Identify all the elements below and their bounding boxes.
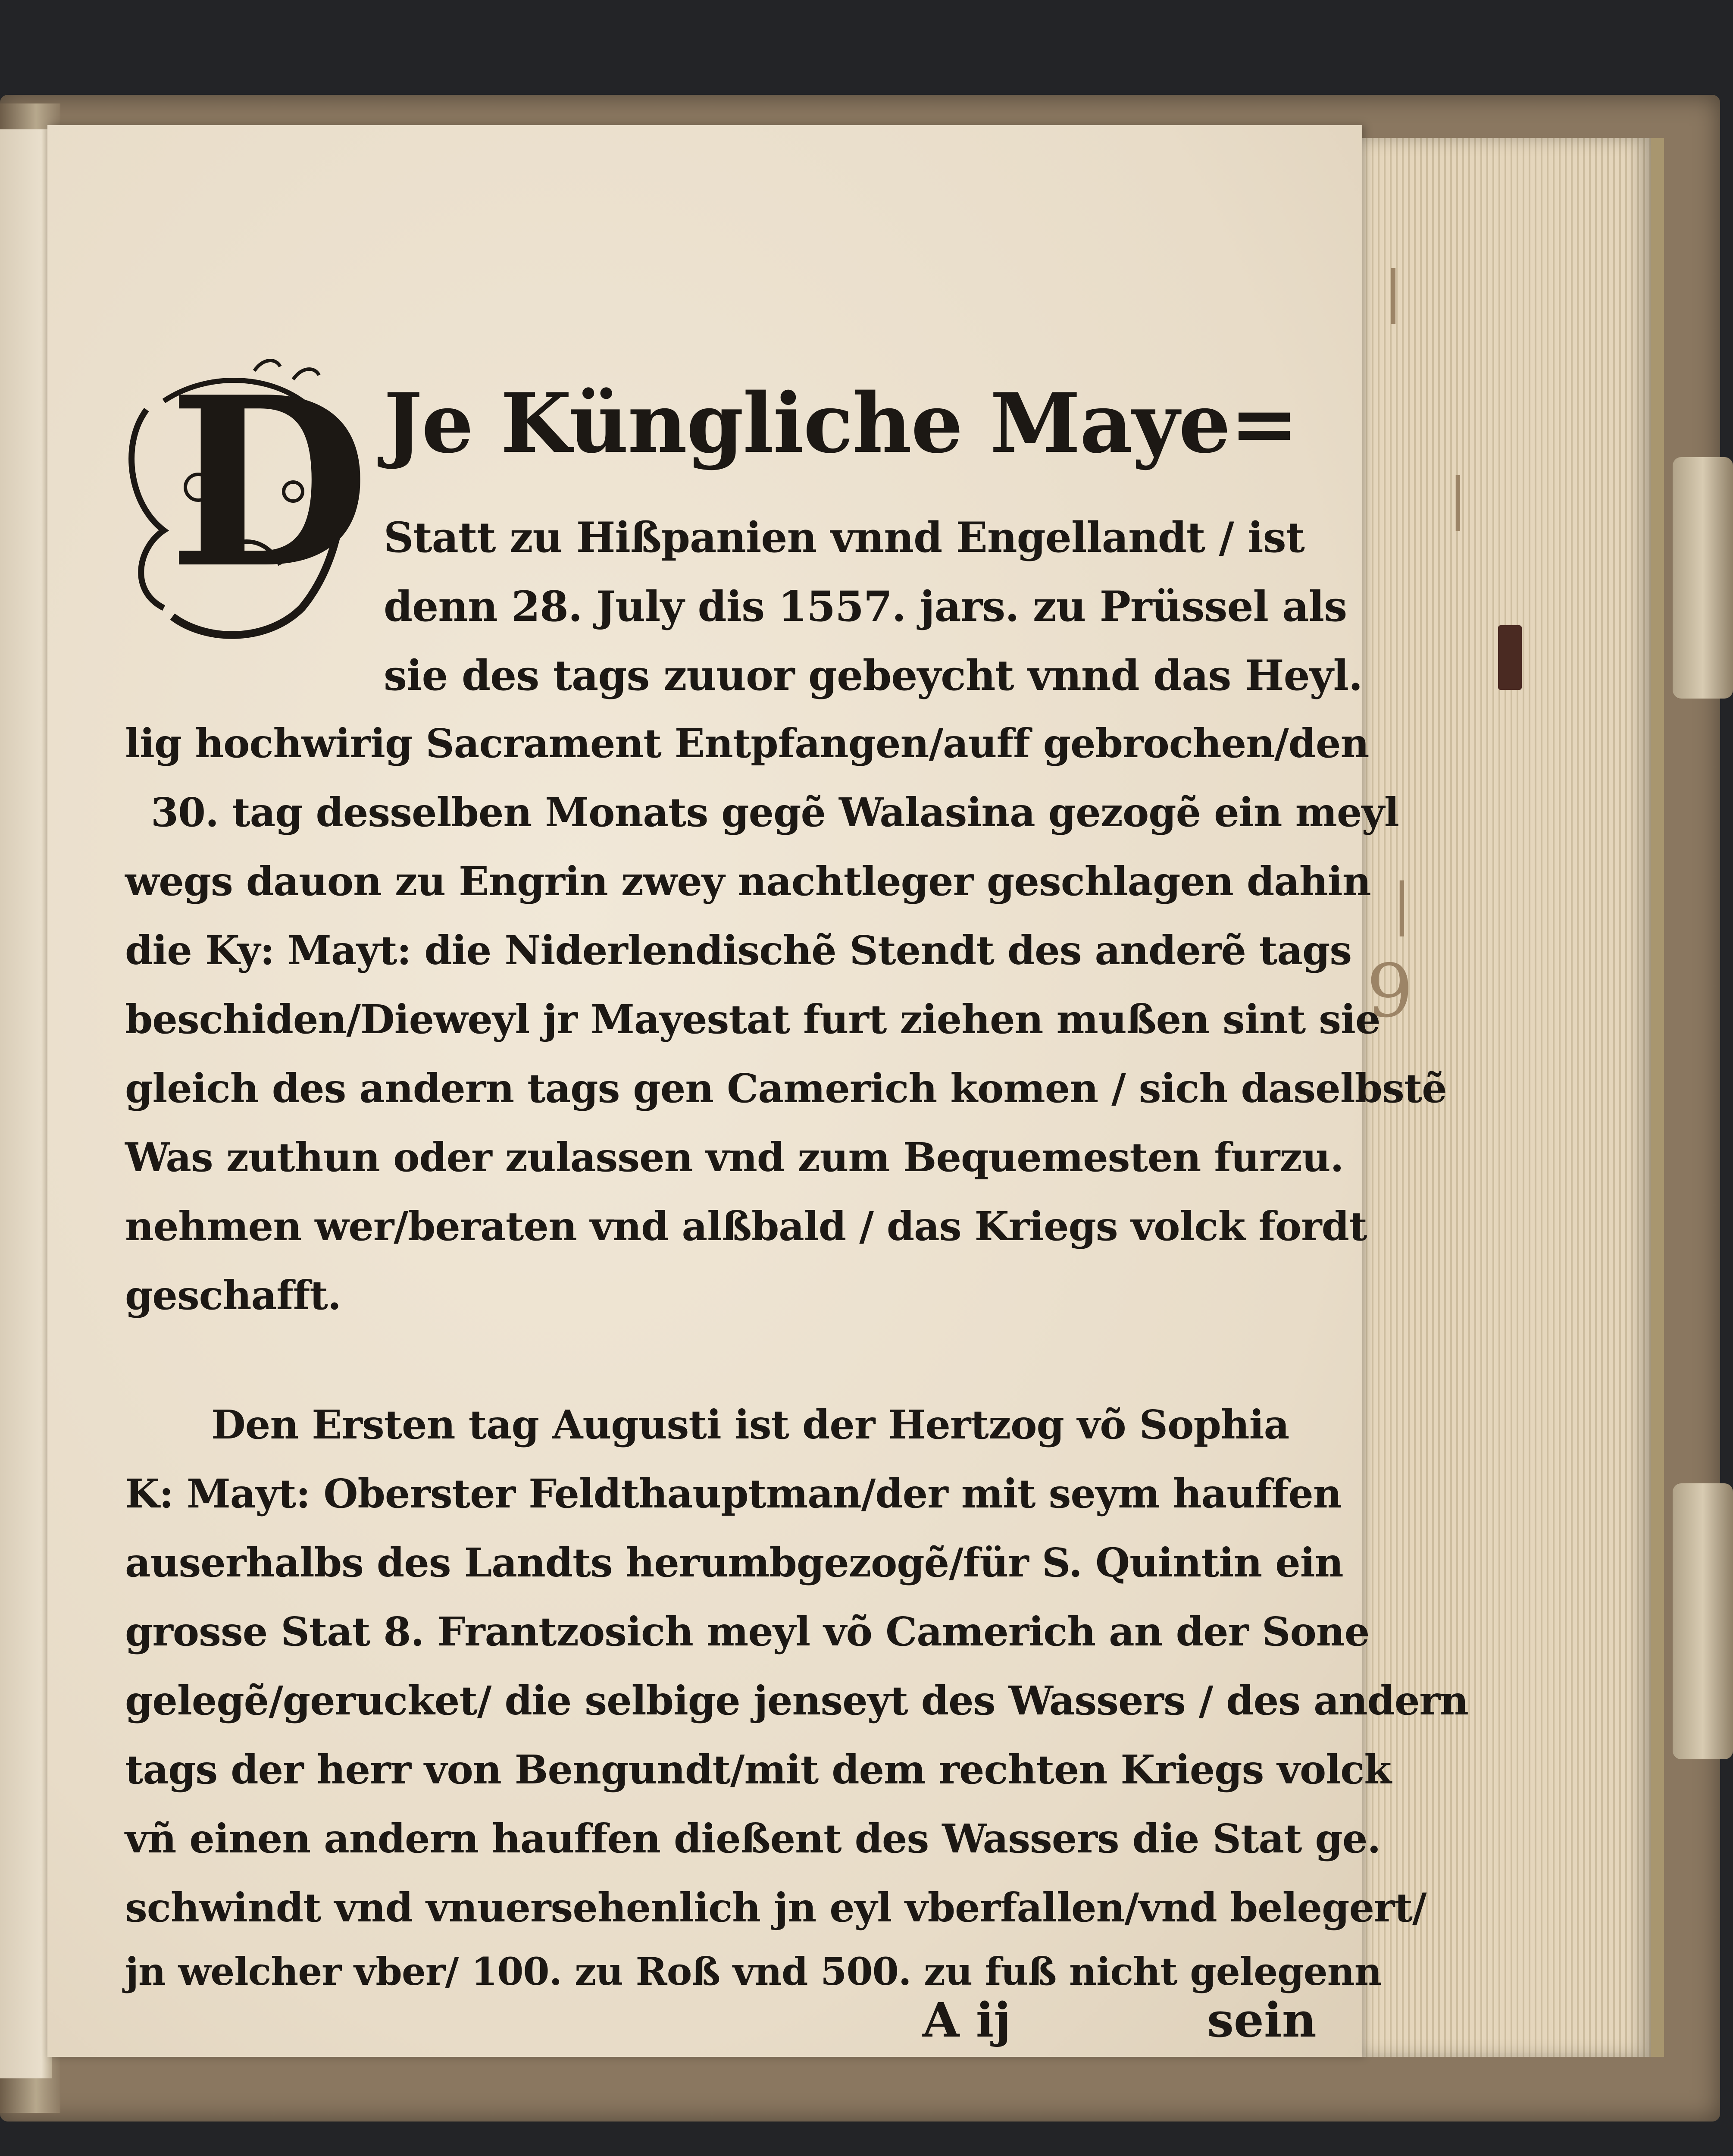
stack-mark: |	[1384, 259, 1403, 324]
text-line: gleich des andern tags gen Camerich komen / sich daselbstẽ	[125, 1065, 1447, 1112]
opening-title-line: Je Küngliche Maye=	[384, 375, 1298, 471]
text-line: K: Mayt: Oberster Feldthauptman/der mit seym hauffen	[125, 1470, 1342, 1517]
book-clasp-top	[1673, 457, 1733, 699]
text-line: schwindt vnd vnuersehenlich jn eyl vberfallen/vnd belegert/	[125, 1884, 1426, 1931]
text-line: lig hochwirig Sacrament Entpfangen/auff gebrochen/den	[125, 720, 1369, 767]
text-line: vñ einen andern hauffen dießent des Wassers die Stat ge.	[125, 1815, 1381, 1862]
text-line: auserhalbs des Landts herumbgezogẽ/für S. Quintin ein	[125, 1539, 1343, 1586]
text-line: gelegẽ/gerucket/ die selbige jenseyt des Wassers / des andern	[125, 1677, 1468, 1724]
text-line: grosse Stat 8. Frantzosich meyl võ Camerich an der Sone	[125, 1608, 1370, 1655]
text-line: wegs dauon zu Engrin zwey nachtleger geschlagen dahin	[125, 858, 1371, 905]
text-line: geschafft.	[125, 1272, 341, 1319]
signature-mark: A ij	[923, 1992, 1011, 2048]
book-clasp-bottom	[1673, 1483, 1733, 1759]
text-line: beschiden/Dieweyl jr Mayestat furt ziehen mußen sint sie	[125, 996, 1380, 1043]
text-line: 30. tag desselben Monats gegẽ Walasina gezogẽ ein meyl	[151, 789, 1399, 836]
text-line: die Ky: Mayt: die Niderlendischẽ Stendt des anderẽ tags	[125, 927, 1352, 974]
text-line: tags der herr von Bengundt/mit dem rechten Kriegs volck	[125, 1746, 1391, 1793]
text-line: nehmen wer/beraten vnd alßbald / das Kriegs volck fordt	[125, 1203, 1367, 1250]
text-line: Statt zu Hißpanien vnnd Engellandt / ist	[384, 513, 1304, 562]
text-line: denn 28. July dis 1557. jars. zu Prüssel als	[384, 582, 1347, 631]
printed-page	[47, 125, 1468, 2057]
initial-letter: D	[168, 346, 370, 620]
text-line: sie des tags zuuor gebeycht vnnd das Heyl.	[384, 651, 1363, 700]
stack-mark: |	[1448, 466, 1467, 531]
text-line: jn welcher vber/ 100. zu Roß vnd 500. zu fuß nicht gelegenn	[125, 1949, 1382, 1994]
page-tab-marker	[1498, 625, 1522, 690]
text-line: Den Ersten tag Augusti ist der Hertzog võ Sophia	[211, 1401, 1289, 1448]
catchword: sein	[1207, 1992, 1317, 2048]
stack-mark: |	[1392, 871, 1411, 937]
text-line: Was zuthun oder zulassen vnd zum Bequemesten furzu.	[125, 1134, 1344, 1181]
stack-mark: 9	[1367, 949, 1414, 1034]
previous-page-edge	[0, 129, 52, 2078]
decorated-initial	[112, 346, 379, 651]
